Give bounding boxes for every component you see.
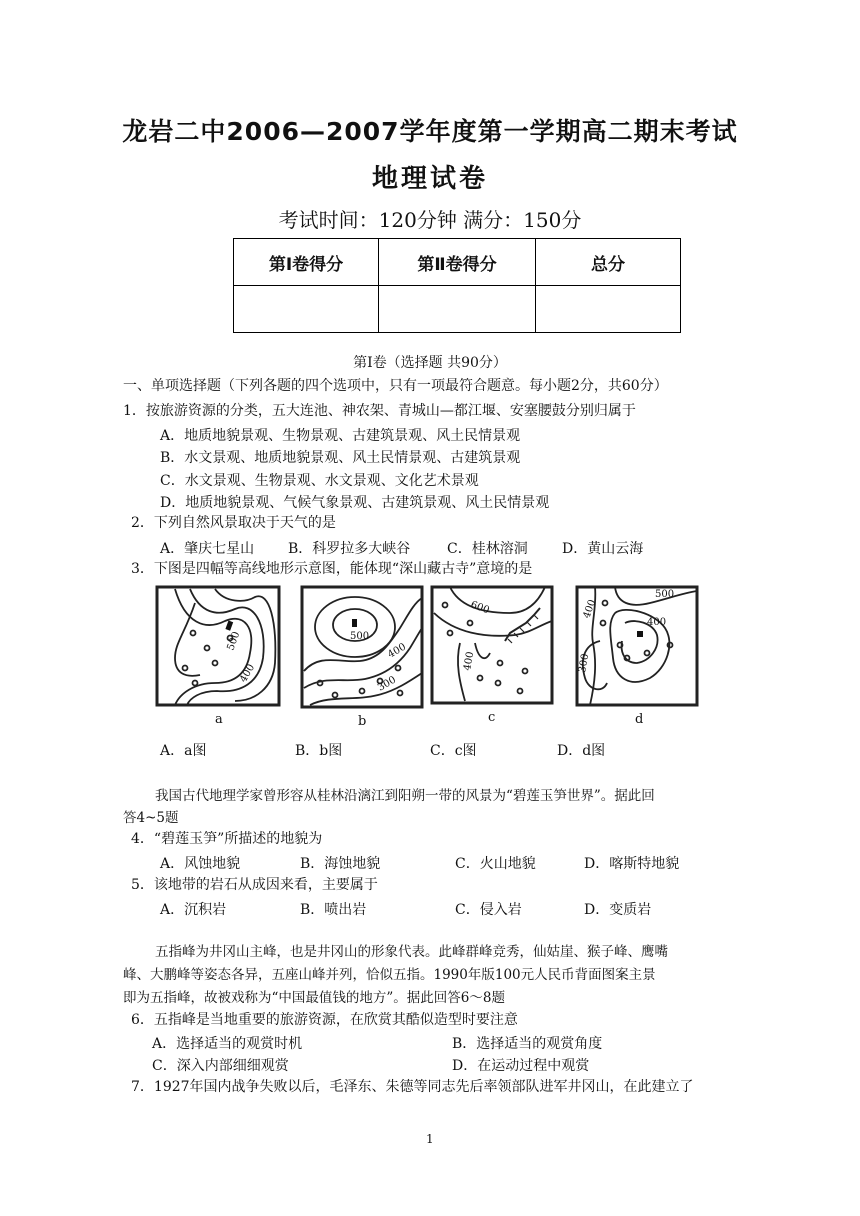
question-6-option-c: C．深入内部细细观赏 bbox=[152, 1058, 289, 1074]
score-table-value-row bbox=[234, 286, 681, 333]
question-2-option-b: B．科罗拉多大峡谷 bbox=[288, 541, 411, 557]
section-instruction: 一、单项选择题（下列各题的四个选项中，只有一项最符合题意。每小题2分，共60分） bbox=[123, 378, 668, 394]
passage-1-line-2: 答4~5题 bbox=[123, 810, 179, 826]
question-6-option-b: B．选择适当的观赏角度 bbox=[452, 1036, 603, 1052]
map-d-letter: d bbox=[635, 712, 644, 727]
question-5-stem: 5．该地带的岩石从成因来看，主要属于 bbox=[131, 877, 378, 893]
question-4-option-a: A．风蚀地貌 bbox=[160, 856, 241, 872]
question-5-option-c: C．侵入岩 bbox=[455, 902, 522, 918]
question-6-option-d: D．在运动过程中观赏 bbox=[452, 1058, 590, 1074]
map-a-letter: a bbox=[215, 712, 223, 727]
question-4-option-b: B．海蚀地貌 bbox=[300, 856, 381, 872]
contour-map-b bbox=[302, 587, 422, 729]
score-table bbox=[233, 238, 681, 333]
question-6-option-a: A．选择适当的观赏时机 bbox=[152, 1036, 303, 1052]
contour-maps bbox=[155, 583, 735, 733]
passage-2-line-1: 五指峰为井冈山主峰，也是井冈山的形象代表。此峰群峰竞秀，仙姑崖、猴子峰、鹰嘴 bbox=[155, 944, 668, 960]
map-c-label-400: 400 bbox=[462, 650, 477, 672]
exam-title: 龙岩二中2006—2007学年度第一学期高二期末考试 bbox=[122, 117, 738, 146]
score-cell-part2[interactable] bbox=[379, 286, 536, 333]
score-header-part1: 第Ⅰ卷得分 bbox=[234, 239, 379, 286]
question-3-option-a: A．a图 bbox=[160, 743, 207, 759]
score-table-header-row bbox=[234, 239, 681, 286]
question-5-option-b: B．喷出岩 bbox=[300, 902, 367, 918]
map-a-label-400: 400 bbox=[238, 662, 258, 685]
section-heading: 第Ⅰ卷（选择题 共90分） bbox=[353, 355, 507, 371]
passage-1-line-1: 我国古代地理学家曾形容从桂林沿漓江到阳朔一带的风景为“碧莲玉笋世界”。据此回 bbox=[155, 788, 655, 804]
question-4-option-d: D．喀斯特地貌 bbox=[584, 856, 680, 872]
question-1-stem: 1．按旅游资源的分类，五大连池、神农架、青城山—都江堰、安塞腰鼓分别归属于 bbox=[123, 403, 636, 419]
question-4-option-c: C．火山地貌 bbox=[455, 856, 536, 872]
question-1-option-a: A．地质地貌景观、生物景观、古建筑景观、风土民情景观 bbox=[160, 428, 521, 444]
question-7-stem: 7．1927年国内战争失败以后，毛泽东、朱德等同志先后率领部队进军井冈山，在此建立了 bbox=[131, 1079, 694, 1095]
passage-2-line-2: 峰、大鹏峰等姿态各异，五座山峰并列，恰似五指。1990年版100元人民币背面图案主景 bbox=[123, 967, 656, 983]
contour-map-d bbox=[577, 587, 697, 727]
map-b-label-300: 300 bbox=[376, 674, 399, 694]
question-1-option-d: D．地质地貌景观、气候气象景观、古建筑景观、风土民情景观 bbox=[160, 495, 550, 511]
question-1-option-b: B．水文景观、地质地貌景观、风土民情景观、古建筑景观 bbox=[160, 450, 521, 466]
map-c-letter: c bbox=[488, 710, 496, 725]
map-d-label-400-b: 400 bbox=[647, 617, 667, 628]
question-2-option-a: A．肇庆七星山 bbox=[160, 541, 255, 557]
question-2-option-c: C．桂林溶洞 bbox=[447, 541, 528, 557]
question-3-option-d: D．d图 bbox=[557, 743, 606, 759]
map-d-label-400-a: 400 bbox=[581, 598, 599, 621]
question-2-stem: 2．下列自然风景取决于天气的是 bbox=[131, 515, 336, 531]
exam-subtitle: 地理试卷 bbox=[371, 164, 488, 194]
question-3-option-b: B．b图 bbox=[295, 743, 343, 759]
question-5-option-a: A．沉积岩 bbox=[160, 902, 227, 918]
map-c-label-600: 600 bbox=[468, 599, 491, 617]
question-1-option-c: C．水文景观、生物景观、水文景观、文化艺术景观 bbox=[160, 473, 479, 489]
score-cell-part1[interactable] bbox=[234, 286, 379, 333]
exam-info: 考试时间：120分钟 满分：150分 bbox=[278, 208, 582, 232]
question-4-stem: 4．“碧莲玉笋”所描述的地貌为 bbox=[131, 831, 323, 847]
question-3-stem: 3．下图是四幅等高线地形示意图，能体现“深山藏古寺”意境的是 bbox=[131, 561, 533, 577]
map-d-label-500: 500 bbox=[655, 589, 675, 600]
passage-2-line-3: 即为五指峰，故被戏称为“中国最值钱的地方”。据此回答6～8题 bbox=[123, 990, 505, 1006]
question-3-option-c: C．c图 bbox=[430, 743, 477, 759]
question-6-stem: 6．五指峰是当地重要的旅游资源，在欣赏其酷似造型时要注意 bbox=[131, 1012, 518, 1028]
map-d-label-300: 300 bbox=[577, 652, 592, 674]
contour-map-a bbox=[157, 587, 279, 727]
map-b-label-500: 500 bbox=[350, 631, 370, 642]
question-2-option-d: D．黄山云海 bbox=[562, 541, 644, 557]
map-b-label-400: 400 bbox=[386, 641, 409, 661]
contour-map-c bbox=[432, 587, 552, 725]
score-header-total: 总分 bbox=[536, 239, 681, 286]
page-number: 1 bbox=[426, 1132, 434, 1146]
score-header-part2: 第Ⅱ卷得分 bbox=[379, 239, 536, 286]
question-5-option-d: D．变质岩 bbox=[584, 902, 652, 918]
score-cell-total[interactable] bbox=[536, 286, 681, 333]
map-a-label-500: 500 bbox=[225, 630, 243, 653]
map-b-letter: b bbox=[358, 714, 367, 729]
